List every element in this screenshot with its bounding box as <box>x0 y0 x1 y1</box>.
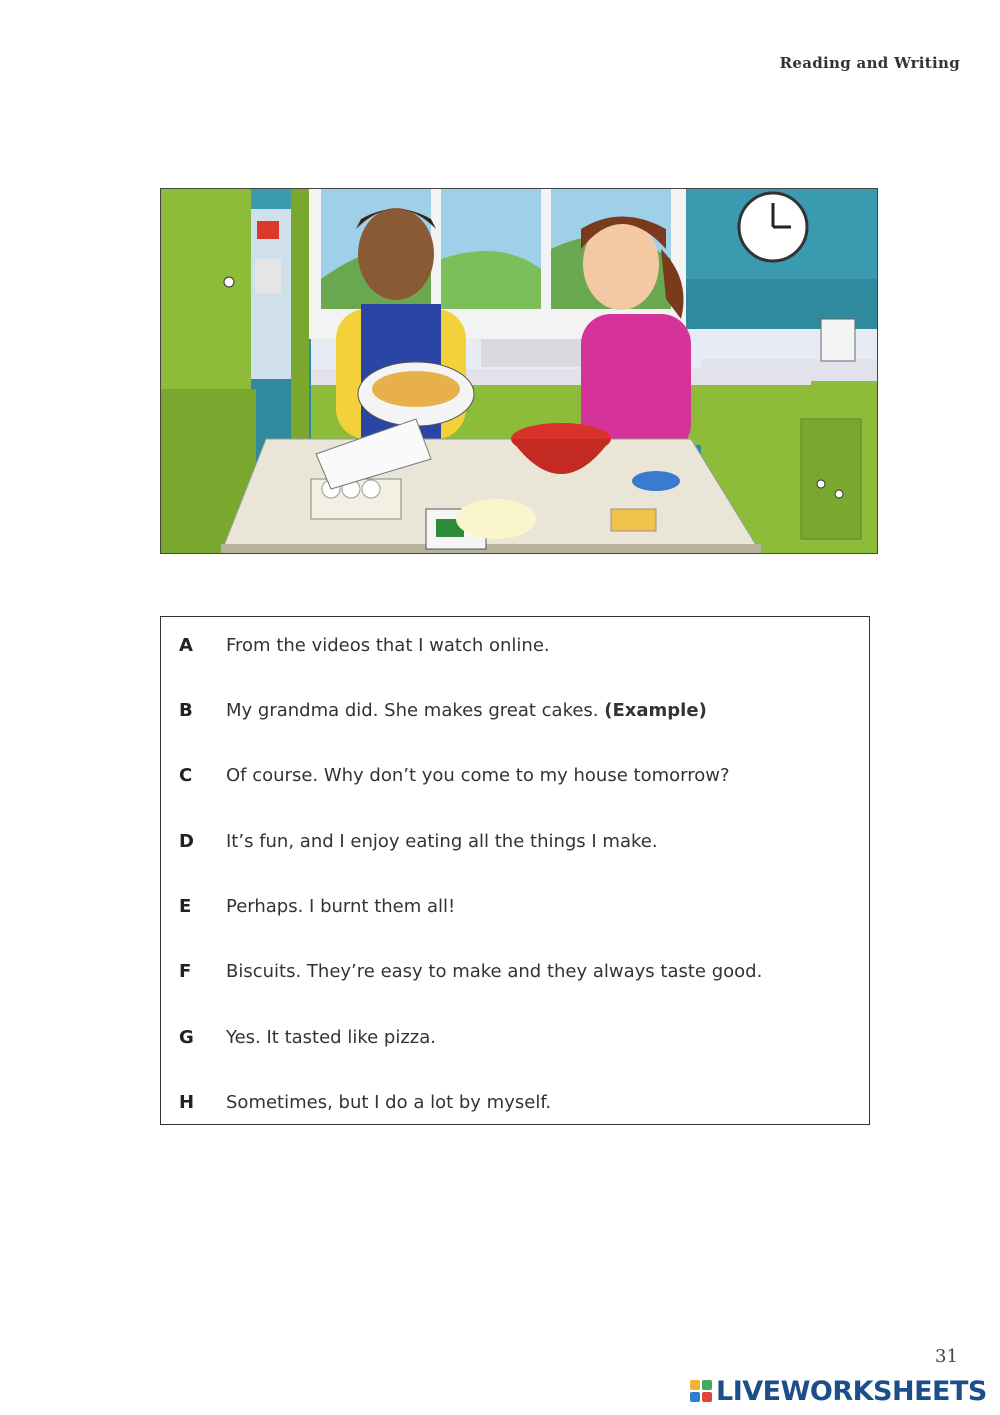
answer-option-h <box>161 1084 869 1124</box>
answer-option-f <box>161 953 869 993</box>
page-number: 31 <box>935 1346 958 1367</box>
kitchen-illustration <box>160 188 878 554</box>
option-text: Biscuits. They’re easy to make and they always taste good. <box>226 961 763 982</box>
option-text: It’s fun, and I enjoy eating all the things I make. <box>226 831 658 852</box>
option-text: Perhaps. I burnt them all! <box>226 896 456 917</box>
answer-option-a <box>161 627 869 667</box>
option-letter: C <box>179 765 193 786</box>
example-tag: (Example) <box>604 700 707 721</box>
option-letter: A <box>179 635 193 656</box>
answer-options-box <box>160 616 870 1125</box>
option-letter: B <box>179 700 193 721</box>
answer-option-b <box>161 692 869 732</box>
option-letter: E <box>179 896 192 917</box>
option-text: Of course. Why don’t you come to my house tomorrow? <box>226 765 730 786</box>
option-text: Yes. It tasted like pizza. <box>226 1027 436 1048</box>
option-text: My grandma did. She makes great cakes. (Example) <box>226 700 707 721</box>
option-letter: F <box>179 961 192 982</box>
option-text: From the videos that I watch online. <box>226 635 550 656</box>
answer-option-d <box>161 823 869 863</box>
liveworksheets-logo[interactable] <box>690 1376 987 1406</box>
answer-option-e <box>161 888 869 928</box>
option-letter: G <box>179 1027 194 1048</box>
answer-option-c <box>161 757 869 797</box>
option-letter: D <box>179 831 194 852</box>
liveworksheets-icon <box>690 1380 712 1402</box>
section-title: Reading and Writing <box>779 54 960 72</box>
answer-option-g <box>161 1019 869 1059</box>
option-letter: H <box>179 1092 195 1113</box>
brand-text: LIVEWORKSHEETS <box>716 1375 987 1407</box>
kitchen-scene-icon <box>161 189 877 553</box>
option-text: Sometimes, but I do a lot by myself. <box>226 1092 552 1113</box>
